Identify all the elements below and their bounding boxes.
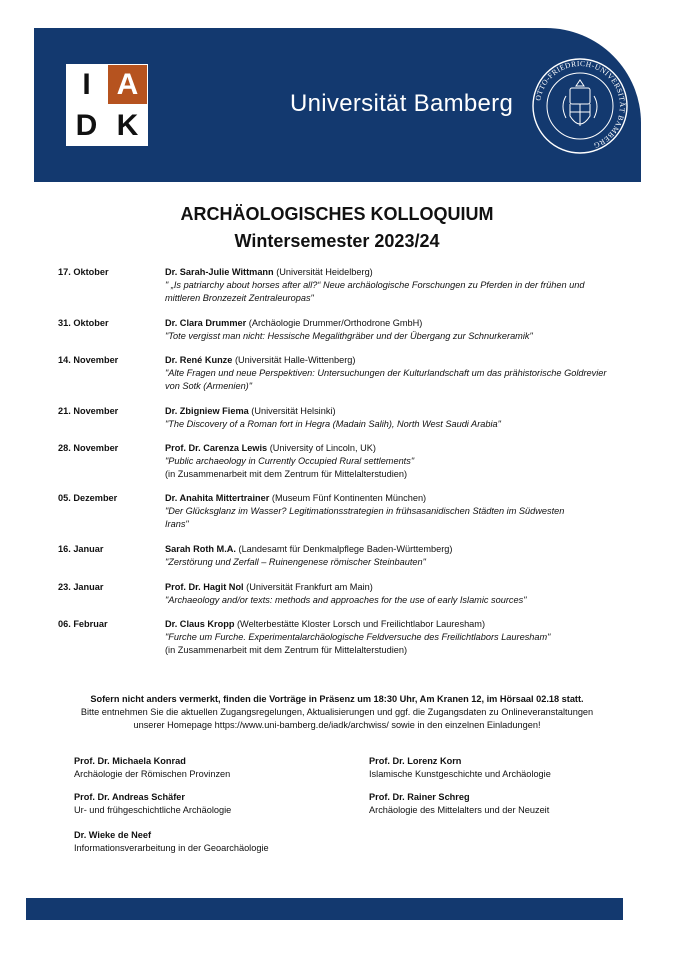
logo-letter-i: I <box>67 65 106 104</box>
lecture-title: "Furche um Furche. Experimentalarchäologische Feldversuche des Freilichtlabors Lauresham" <box>165 632 551 642</box>
speaker-affiliation: (Universität Heidelberg) <box>276 267 373 277</box>
access-note-line1: Bitte entnehmen Sie die aktuellen Zugangsregelungen, Aktualisierungen und ggf. die Zugangsdaten zu Onlineveranstaltungen <box>80 707 594 717</box>
speaker-affiliation: (Welterbestätte Kloster Lorsch und Freilichtlabor Lauresham) <box>237 619 486 629</box>
speaker-affiliation: (Landesamt für Denkmalpflege Baden-Württemberg) <box>238 544 453 554</box>
speaker-affiliation: (Museum Fünf Kontinenten München) <box>271 493 427 503</box>
lecture-note: (in Zusammenarbeit mit dem Zentrum für Mittelalterstudien) <box>165 469 408 479</box>
speaker-name: Dr. Clara Drummer <box>165 318 247 328</box>
professor-entry <box>74 829 269 855</box>
university-seal-icon <box>530 56 630 156</box>
lecture-title: "Alte Fragen und neue Perspektiven: Untersuchungen der Kulturlandschaft um das prähistorische Goldrevier von Sotk (Armenien)" <box>165 368 607 391</box>
professor-field: Islamische Kunstgeschichte und Archäologie <box>369 769 551 779</box>
university-name: Universität Bamberg <box>290 90 514 117</box>
lecture-date: 17. Oktober <box>58 267 109 277</box>
speaker-name: Prof. Dr. Hagit Nol <box>165 582 244 592</box>
professor-entry <box>74 791 231 817</box>
lecture-date: 28. November <box>58 443 119 453</box>
professor-field: Ur- und frühgeschichtliche Archäologie <box>74 805 232 815</box>
speaker-affiliation: (Archäologie Drummer/Orthodrone GmbH) <box>248 318 423 328</box>
lecture-speaker-line <box>165 543 615 556</box>
lecture-title: "The Discovery of a Roman fort in Hegra (Madain Salih), North West Saudi Arabia" <box>165 419 501 429</box>
professor-entry <box>74 755 230 781</box>
lecture-speaker-line <box>165 581 615 594</box>
semester-subtitle: Wintersemester 2023/24 <box>234 231 440 251</box>
speaker-name: Dr. René Kunze <box>165 355 233 365</box>
professor-name: Prof. Dr. Lorenz Korn <box>369 756 462 766</box>
lecture-title: "Public archaeology in Currently Occupied Rural settlements" <box>165 456 415 466</box>
lecture-speaker-line <box>165 618 615 631</box>
seal-text: OTTO-FRIEDRICH-UNIVERSITÄT BAMBERG <box>533 58 628 151</box>
lecture-date: 23. Januar <box>58 582 104 592</box>
lecture-date: 16. Januar <box>58 544 104 554</box>
lecture-date: 06. Februar <box>58 619 108 629</box>
logo-letter-a: A <box>108 65 147 104</box>
lecture-title: "Tote vergisst man nicht: Hessische Megalithgräber und der Übergang zur Schnurkeramik" <box>165 331 533 341</box>
lecture-note: (in Zusammenarbeit mit dem Zentrum für Mittelalterstudien) <box>165 645 408 655</box>
lecture-date: 05. Dezember <box>58 493 118 503</box>
speaker-affiliation: (Universität Frankfurt am Main) <box>246 582 373 592</box>
lecture-date: 14. November <box>58 355 119 365</box>
professor-field: Archäologie der Römischen Provinzen <box>74 769 231 779</box>
lecture-title: "Archaeology and/or texts: methods and approaches for the use of early Islamic sources" <box>165 595 527 605</box>
speaker-affiliation: (Universität Helsinki) <box>251 406 336 416</box>
logo-letter-k: K <box>108 106 147 145</box>
professor-name: Prof. Dr. Michaela Konrad <box>74 756 186 766</box>
professor-name: Prof. Dr. Andreas Schäfer <box>74 792 185 802</box>
access-note-line2: unserer Homepage https://www.uni-bamberg.de/iadk/archwiss/ sowie in den einzelnen Einladungen! <box>133 720 541 730</box>
page-title: ARCHÄOLOGISCHES KOLLOQUIUM <box>180 204 494 224</box>
lecture-speaker-line <box>165 442 615 455</box>
venue-notice: Sofern nicht anders vermerkt, finden die Vorträge in Präsenz um 18:30 Uhr, Am Kranen 12, im Hörsaal 02.18 statt. <box>90 694 584 704</box>
lecture-date: 31. Oktober <box>58 318 109 328</box>
lecture-speaker-line <box>165 492 615 505</box>
lecture-title: " „Is patriarchy about horses after all?“ Neue archäologische Forschungen zu Pferden in der frühen und mittleren Bronzezeit Zentraleuropas" <box>165 280 585 303</box>
lecture-title: "Zerstörung und Zerfall – Ruinengenese römischer Steinbauten" <box>165 557 426 567</box>
lecture-speaker-line <box>165 354 615 367</box>
iadk-logo <box>66 64 148 146</box>
footer-band <box>26 898 623 920</box>
speaker-affiliation: (Universität Halle-Wittenberg) <box>234 355 356 365</box>
lecture-title: "Der Glücksglanz im Wasser? Legitimationsstrategien in frühsasanidischen Städten im Südwesten Irans" <box>165 506 565 529</box>
lecture-speaker-line <box>165 266 615 279</box>
speaker-name: Dr. Anahita Mittertrainer <box>165 493 270 503</box>
professor-name: Dr. Wieke de Neef <box>74 830 152 840</box>
lecture-speaker-line <box>165 317 615 330</box>
speaker-affiliation: (University of Lincoln, UK) <box>269 443 376 453</box>
speaker-name: Sarah Roth M.A. <box>165 544 236 554</box>
speaker-name: Prof. Dr. Carenza Lewis <box>165 443 268 453</box>
speaker-name: Dr. Sarah-Julie Wittmann <box>165 267 274 277</box>
speaker-name: Dr. Zbigniew Fiema <box>165 406 249 416</box>
lecture-date: 21. November <box>58 406 119 416</box>
lecture-speaker-line <box>165 405 615 418</box>
professor-name: Prof. Dr. Rainer Schreg <box>369 792 470 802</box>
professor-field: Informationsverarbeitung in der Geoarchäologie <box>74 843 269 853</box>
professor-field: Archäologie des Mittelalters und der Neuzeit <box>369 805 550 815</box>
professor-entry <box>369 755 551 781</box>
speaker-name: Dr. Claus Kropp <box>165 619 235 629</box>
logo-letter-d: D <box>67 106 106 145</box>
professor-entry <box>369 791 549 817</box>
